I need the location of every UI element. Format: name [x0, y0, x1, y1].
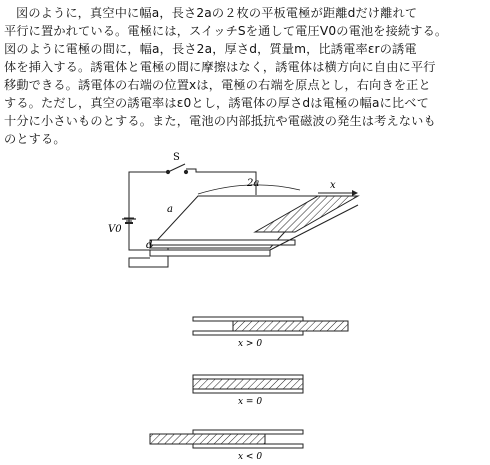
problem-line: 図のように電極の間に，幅a，長さ2a，厚さd，質量m，比誘電率εrの誘電	[4, 42, 417, 56]
dielectric-front-face	[150, 240, 295, 245]
switch-label: S	[173, 152, 180, 163]
x-axis-arrow	[318, 190, 358, 196]
switch-symbol	[166, 164, 187, 174]
problem-line: のとする。	[4, 132, 66, 146]
problem-line: 十分に小さいものとする。また，電池の内部抵抗や電磁波の発生は考えないも	[4, 114, 436, 128]
case-x-zero	[193, 375, 303, 393]
problem-line: 体を挿入する。誘電体と電極の間に摩擦はなく，誘電体は横方向に自由に平行	[4, 60, 436, 74]
problem-line: 図のように，真空中に幅a，長さ2aの２枚の平板電極が距離dだけ離れて	[16, 6, 418, 20]
problem-line: 移動できる。誘電体の右端の位置xは，電極の右端を原点とし，右向きを正と	[4, 78, 431, 92]
lower-electrode	[150, 250, 270, 256]
problem-line: 平行に置かれている。電極には，スイッチSを通して電圧V0の電池を接続する。	[4, 24, 448, 38]
case-x-negative	[150, 430, 303, 448]
length-label: 2a	[247, 178, 260, 189]
case-x-positive	[193, 317, 348, 335]
case-caption: x < 0	[238, 452, 263, 462]
case-caption: x = 0	[238, 397, 263, 407]
width-label: a	[167, 204, 173, 215]
gap-label: d	[146, 240, 153, 251]
voltage-label: V0	[108, 224, 122, 235]
x-axis-label: x	[330, 180, 336, 191]
problem-line: する。ただし，真空の誘電率はε0とし，誘電体の厚さdは電極の幅aに比べて	[4, 96, 429, 110]
case-caption: x > 0	[238, 339, 263, 349]
